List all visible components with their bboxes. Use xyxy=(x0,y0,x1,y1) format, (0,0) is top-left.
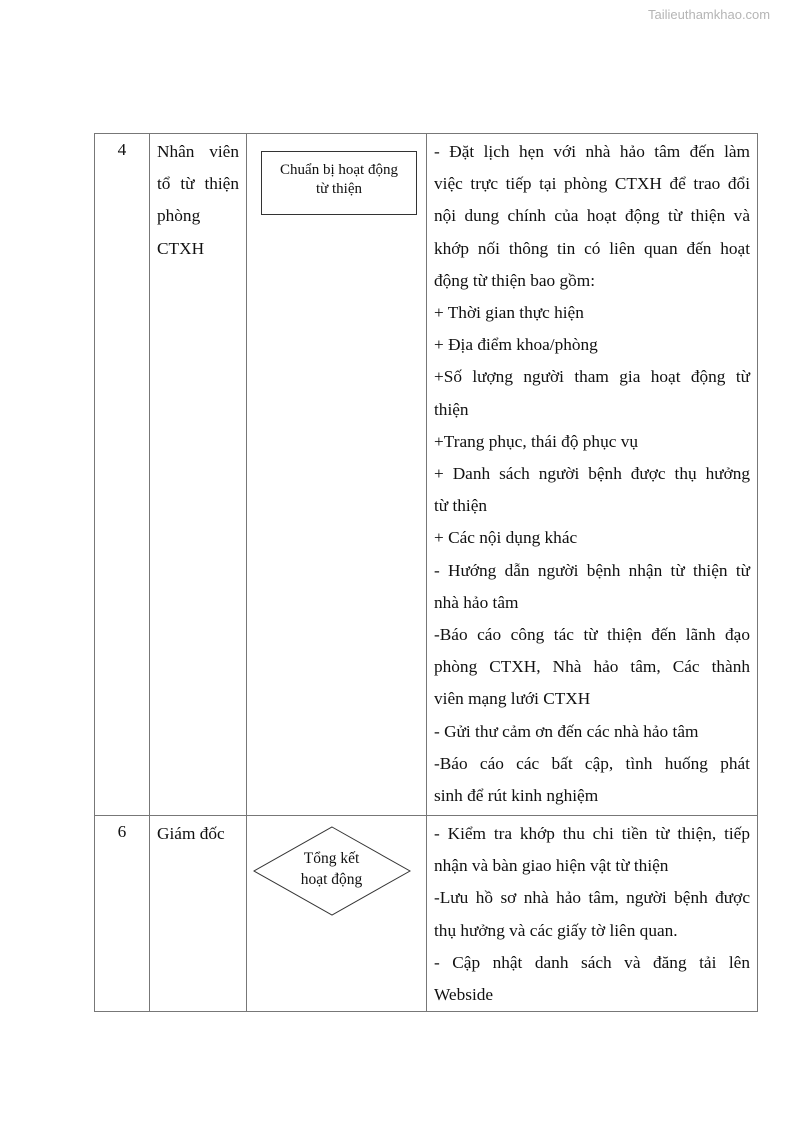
text-line: CTXH xyxy=(157,238,205,258)
text-line: + Các nội dụng khác xyxy=(434,528,578,548)
text-line: thụ hưởng và các giấy tờ liên quan. xyxy=(434,920,678,940)
text-line: - Cập nhật danh sách và đăng tải lên xyxy=(434,952,750,972)
description-cell xyxy=(427,134,757,812)
text-line: động từ thiện bao gồm: xyxy=(434,270,596,290)
text-line: - Đặt lịch hẹn với nhà hảo tâm đến làm xyxy=(434,142,750,161)
text-line: - Hướng dẫn người bệnh nhận từ thiện từ xyxy=(434,560,750,580)
text-line: phòng xyxy=(157,206,201,226)
text-line: + Thời gian thực hiện xyxy=(434,303,584,323)
flowchart-cell xyxy=(247,816,427,1012)
table-row xyxy=(95,816,758,1012)
step-number: 6 xyxy=(95,816,150,1012)
text-line: nhà hảo tâm xyxy=(434,592,519,612)
text-line: -Lưu hồ sơ nhà hảo tâm, người bệnh được xyxy=(434,888,750,908)
text-line: phòng CTXH, Nhà hảo tâm, Các thành xyxy=(434,657,750,677)
text-line: + Địa điểm khoa/phòng xyxy=(434,335,598,355)
diamond-label-line: hoạt động xyxy=(300,871,363,888)
text-line: + Danh sách người bệnh được thụ hưởng xyxy=(434,464,750,484)
diamond-label xyxy=(253,848,410,890)
text-line: Webside xyxy=(434,985,494,1005)
process-box xyxy=(261,151,417,215)
box-label-line: từ thiện xyxy=(315,181,363,197)
description-cell xyxy=(427,816,757,1011)
step-number: 4 xyxy=(95,134,150,816)
flowchart-cell xyxy=(247,134,427,816)
text-line: -Báo cáo công tác từ thiện đến lãnh đạo xyxy=(434,625,750,645)
text-line: thiện xyxy=(434,399,469,419)
text-line: viên mạng lưới CTXH xyxy=(434,689,591,709)
text-line: - Kiểm tra khớp thu chi tiền từ thiện, tiếp xyxy=(434,824,750,843)
text-line: -Báo cáo các bất cập, tình huống phát xyxy=(434,753,750,773)
actor-cell xyxy=(150,134,246,265)
watermark: Tailieuthamkhao.com xyxy=(648,7,771,22)
text-line: việc trực tiếp tại phòng CTXH để trao đổi xyxy=(434,174,750,194)
diamond-label-line: Tổng kết xyxy=(303,850,360,867)
text-line: khớp nối thông tin có liên quan đến hoạt xyxy=(434,238,750,258)
box-label-line: Chuẩn bị hoạt động xyxy=(280,162,398,178)
table-row xyxy=(95,134,758,816)
process-table xyxy=(94,133,758,1012)
text-line: Nhân viên xyxy=(157,142,239,161)
text-line: Giám đốc xyxy=(157,824,225,843)
text-line: từ thiện xyxy=(434,496,488,516)
text-line: nhận và bàn giao hiện vật từ thiện xyxy=(434,856,669,876)
text-line: tổ từ thiện xyxy=(157,174,239,194)
actor-cell xyxy=(150,816,246,850)
text-line: +Số lượng người tham gia hoạt động từ xyxy=(434,367,750,387)
text-line: nội dung chính của hoạt động từ thiện và xyxy=(434,206,750,226)
text-line: +Trang phục, thái độ phục vụ xyxy=(434,431,638,451)
text-line: - Gửi thư cảm ơn đến các nhà hảo tâm xyxy=(434,721,699,741)
text-line: sinh để rút kinh nghiệm xyxy=(434,786,599,806)
